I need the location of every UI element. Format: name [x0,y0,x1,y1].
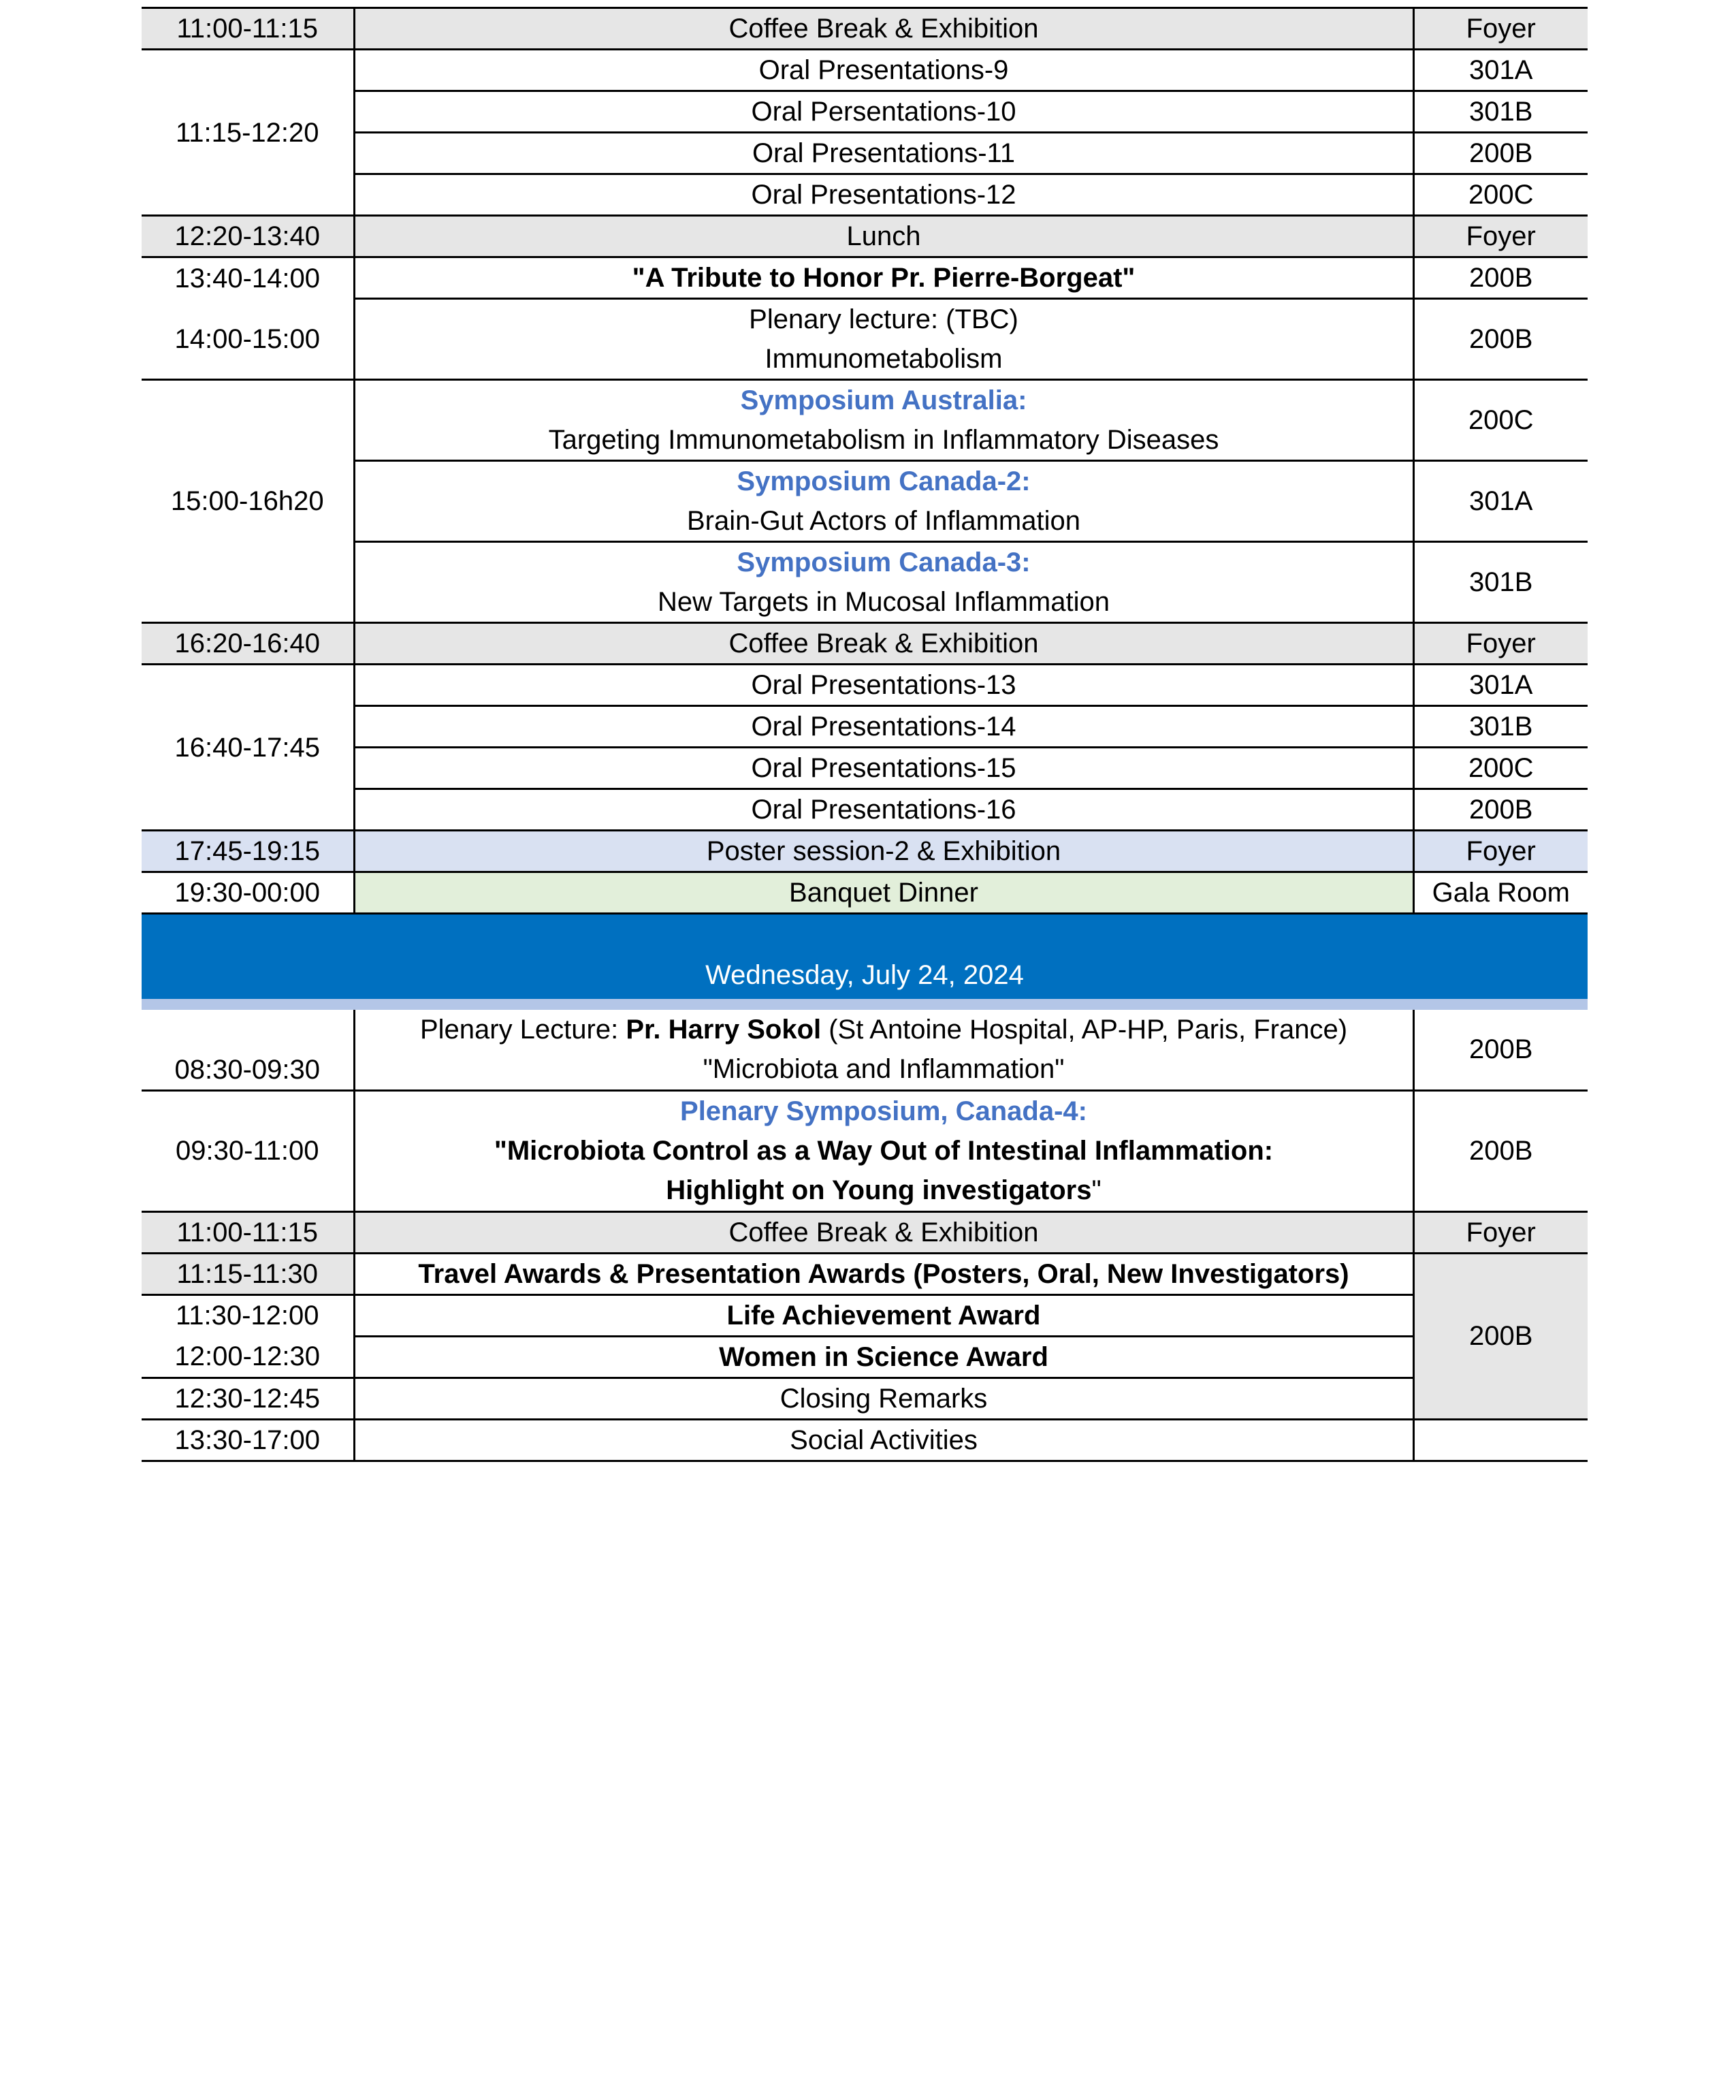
table-row [142,1378,1588,1419]
table-row [142,1294,1588,1336]
event-cell: Oral Presentations-12 [354,174,1413,216]
room-cell: 200C [1413,174,1588,216]
table-row [142,748,1588,789]
event-cell: Life Achievement Award [354,1294,1413,1336]
event-cell: Oral Presentations-9 [354,50,1413,91]
table-row [142,1336,1588,1378]
sokol-title: "Microbiota and Inflammation" [703,1054,1065,1085]
symposium-label: Symposium Canada-3: [737,547,1031,577]
event-cell: Oral Persentations-10 [354,91,1413,133]
room-cell: 200B [1413,133,1588,174]
event-cell [354,461,1413,542]
event-cell: Women in Science Award [354,1336,1413,1378]
symposium-label: Symposium Australia: [740,385,1027,415]
plenary-line-1: Plenary lecture: (TBC) [749,304,1018,334]
room-cell: 200B [1413,1253,1588,1419]
room-cell: 301A [1413,461,1588,542]
event-cell: Oral Presentations-14 [354,706,1413,748]
time-cell: 16:20-16:40 [142,623,354,665]
table-row [142,1253,1588,1294]
time-cell: 16:40-17:45 [142,665,354,831]
table-row [142,542,1588,623]
room-cell: 200B [1413,789,1588,831]
table-row [142,623,1588,665]
table-row [142,1010,1588,1090]
table-row [142,91,1588,133]
room-cell: Foyer [1413,623,1588,665]
event-cell: Oral Presentations-11 [354,133,1413,174]
room-cell: 200C [1413,380,1588,461]
event-cell: Oral Presentations-16 [354,789,1413,831]
table-row [142,216,1588,257]
room-cell [1413,1419,1588,1461]
canada4-line-2 [355,1171,1413,1210]
event-cell: Closing Remarks [354,1378,1413,1419]
room-cell: 301A [1413,665,1588,706]
table-row [142,174,1588,216]
table-row [142,257,1588,299]
time-cell: 08:30-09:30 [142,1010,354,1090]
day-title: Wednesday, July 24, 2024 [142,914,1588,1000]
symposium-title: Targeting Immunometabolism in Inflammatory Diseases [548,425,1219,455]
table-row [142,831,1588,872]
table-row [142,665,1588,706]
room-cell: 301B [1413,706,1588,748]
sokol-prefix: Plenary Lecture: [419,1015,626,1045]
event-cell: Poster session-2 & Exhibition [354,831,1413,872]
schedule-page [142,7,1588,1462]
table-row [142,1419,1588,1461]
room-cell: Gala Room [1413,872,1588,914]
time-cell: 19:30-00:00 [142,872,354,914]
event-cell [354,542,1413,623]
symposium-title: New Targets in Mucosal Inflammation [658,587,1110,617]
canada4-label: Plenary Symposium, Canada-4: [680,1096,1087,1126]
event-cell: Oral Presentations-13 [354,665,1413,706]
room-cell: Foyer [1413,831,1588,872]
room-cell: Foyer [1413,1211,1588,1253]
canada4-line-1: "Microbiota Control as a Way Out of Intestinal Inflammation: [494,1136,1274,1166]
room-cell: 301B [1413,542,1588,623]
table-row [142,872,1588,914]
table-row [142,133,1588,174]
symposium-title: Brain-Gut Actors of Inflammation [686,506,1080,536]
schedule-table [142,7,1588,1462]
table-row [142,299,1588,380]
symposium-label: Symposium Canada-2: [737,466,1031,496]
table-row [142,8,1588,50]
table-row [142,461,1588,542]
event-cell [354,1090,1413,1211]
event-cell: Oral Presentations-15 [354,748,1413,789]
room-cell: 200B [1413,299,1588,380]
event-cell [354,1010,1413,1090]
room-cell: 200C [1413,748,1588,789]
time-cell: 09:30-11:00 [142,1090,354,1211]
table-row [142,380,1588,461]
table-row [142,1211,1588,1253]
event-cell: Lunch [354,216,1413,257]
canada4-line-2-bold: Highlight on Young investigators [666,1175,1092,1205]
room-cell: Foyer [1413,216,1588,257]
sokol-speaker: Pr. Harry Sokol [626,1015,822,1045]
time-cell: 13:30-17:00 [142,1419,354,1461]
table-row [142,789,1588,831]
room-cell: 200B [1413,1010,1588,1090]
table-row [142,1090,1588,1211]
time-cell: 15:00-16h20 [142,380,354,623]
table-row [142,50,1588,91]
time-cell: 11:00-11:15 [142,1211,354,1253]
time-cell: 17:45-19:15 [142,831,354,872]
time-cell: 14:00-15:00 [142,299,354,380]
sokol-line-1 [355,1010,1413,1049]
time-cell: 12:00-12:30 [142,1336,354,1378]
time-cell: 11:00-11:15 [142,8,354,50]
event-cell: "A Tribute to Honor Pr. Pierre-Borgeat" [354,257,1413,299]
room-cell: Foyer [1413,8,1588,50]
event-cell [354,380,1413,461]
day-header [142,914,1588,1000]
time-cell: 11:15-11:30 [142,1253,354,1294]
event-cell: Coffee Break & Exhibition [354,8,1413,50]
room-cell: 301B [1413,91,1588,133]
sokol-affiliation: (St Antoine Hospital, AP-HP, Paris, France) [821,1015,1348,1045]
plenary-line-2: Immunometabolism [765,344,1003,374]
room-cell: 301A [1413,50,1588,91]
time-cell: 13:40-14:00 [142,257,354,299]
time-cell: 11:15-12:20 [142,50,354,216]
day-header-strip [142,999,1588,1010]
event-cell: Coffee Break & Exhibition [354,1211,1413,1253]
event-cell: Travel Awards & Presentation Awards (Posters, Oral, New Investigators) [354,1253,1413,1294]
table-row [142,706,1588,748]
event-cell: Banquet Dinner [354,872,1413,914]
room-cell: 200B [1413,257,1588,299]
time-cell: 12:20-13:40 [142,216,354,257]
event-cell [354,299,1413,380]
event-cell: Coffee Break & Exhibition [354,623,1413,665]
room-cell: 200B [1413,1090,1588,1211]
event-cell: Social Activities [354,1419,1413,1461]
time-cell: 11:30-12:00 [142,1294,354,1336]
day-strip-fill [142,999,1588,1010]
time-cell: 12:30-12:45 [142,1378,354,1419]
canada4-line-2-end: " [1091,1175,1102,1205]
